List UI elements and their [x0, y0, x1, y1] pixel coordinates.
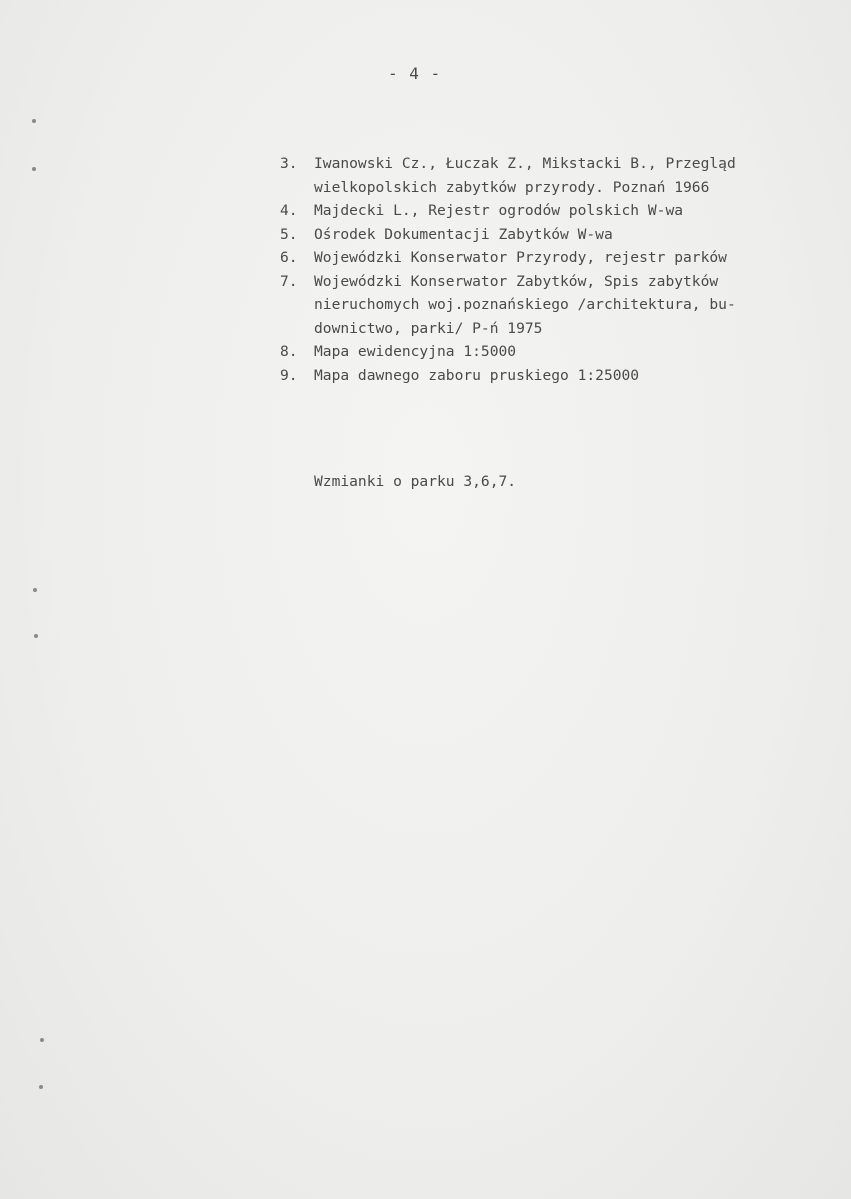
reference-list: [280, 152, 840, 387]
reference-number: 9.: [280, 366, 298, 384]
reference-text: [314, 199, 683, 223]
reference-line: Mapa ewidencyjna 1:5000: [314, 343, 517, 360]
reference-number: 6.: [280, 249, 298, 266]
reference-text: [314, 364, 639, 388]
reference-line: wielkopolskich zabytków przyrody. Poznań 1966: [314, 178, 710, 196]
reference-item: [280, 364, 840, 388]
reference-number: 8.: [280, 343, 298, 360]
reference-item: [280, 223, 840, 247]
reference-line: Wojewódzki Konserwator Przyrody, rejestr parków: [314, 249, 727, 266]
reference-line: downictwo, parki/ P-ń 1975: [314, 319, 543, 337]
reference-text: [314, 223, 613, 247]
punch-hole-mark: [32, 167, 36, 171]
reference-text: [314, 270, 736, 341]
punch-hole-mark: [33, 588, 37, 592]
punch-hole-mark: [40, 1038, 44, 1042]
reference-item: [280, 199, 840, 223]
reference-number: 3.: [280, 155, 298, 172]
page-number: - 4 -: [388, 64, 442, 83]
park-mentions-note: Wzmianki o parku 3,6,7.: [314, 473, 517, 490]
reference-line: nieruchomych woj.poznańskiego /architektura, bu-: [314, 296, 736, 313]
reference-number: 5.: [280, 225, 298, 243]
punch-hole-mark: [34, 634, 38, 638]
reference-line: Majdecki L., Rejestr ogrodów polskich W-wa: [314, 202, 684, 219]
punch-hole-mark: [32, 119, 36, 123]
punch-hole-mark: [39, 1085, 43, 1089]
reference-text: [314, 152, 736, 199]
reference-line: Ośrodek Dokumentacji Zabytków W-wa: [314, 225, 613, 243]
reference-item: [280, 246, 840, 270]
reference-line: Mapa dawnego zaboru pruskiego 1:25000: [314, 366, 640, 384]
reference-item: [280, 152, 840, 199]
reference-text: [314, 246, 727, 270]
reference-item: [280, 270, 840, 341]
reference-number: 4.: [280, 202, 298, 219]
reference-number: 7.: [280, 272, 298, 290]
reference-text: [314, 340, 516, 364]
reference-item: [280, 340, 840, 364]
reference-line: Iwanowski Cz., Łuczak Z., Mikstacki B., Przegląd: [314, 155, 736, 172]
reference-line: Wojewódzki Konserwator Zabytków, Spis zabytków: [314, 272, 719, 290]
